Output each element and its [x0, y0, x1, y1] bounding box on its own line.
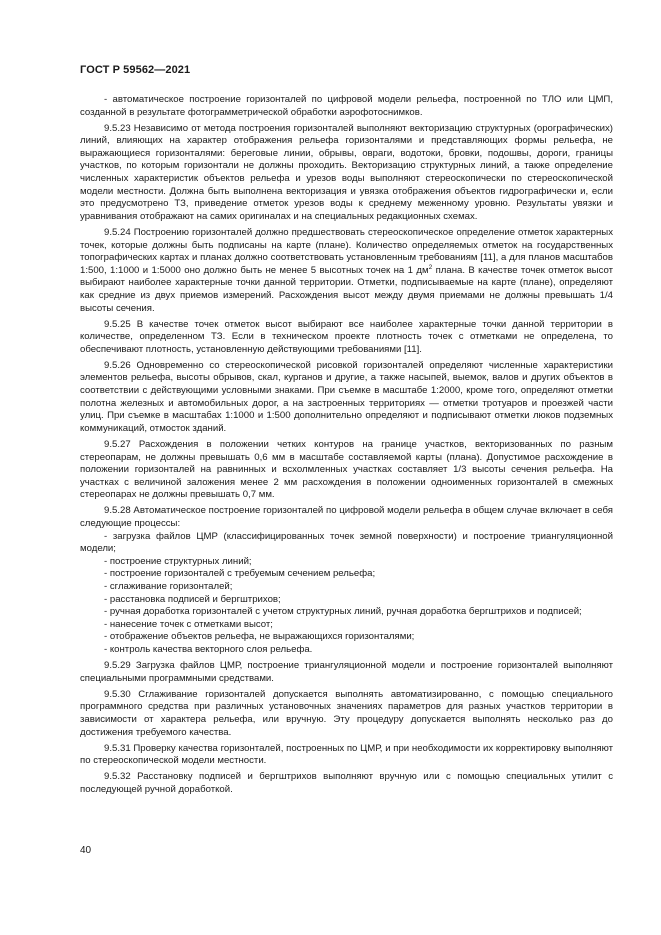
paragraph — [80, 531, 613, 556]
paragraph-text: 9.5.31 Проверку качества горизонталей, построенных по ЦМР, и при необходимости их корректировку выполняют по стереоскопической модели местности. — [80, 742, 613, 767]
page-number: 40 — [80, 845, 92, 856]
paragraph — [80, 319, 613, 357]
paragraph — [80, 689, 613, 739]
paragraph — [80, 505, 613, 530]
paragraph — [80, 619, 613, 632]
paragraph — [80, 123, 613, 224]
paragraph-text: - автоматическое построение горизонталей по цифровой модели рельефа, построенной по ТЛО или ЦМП, созданной в результате фотограмметрической обработки аэрофотоснимков. — [80, 94, 613, 118]
paragraph-text: - построение структурных линий; — [104, 555, 252, 567]
document-body — [80, 94, 613, 796]
paragraph — [80, 594, 613, 607]
paragraph — [80, 660, 613, 685]
paragraph — [80, 439, 613, 502]
paragraph — [80, 771, 613, 796]
paragraph-text: - сглаживание горизонталей; — [104, 580, 233, 592]
paragraph-text: - контроль качества векторного слоя рельефа. — [104, 643, 313, 655]
paragraph — [80, 644, 613, 657]
paragraph — [80, 568, 613, 581]
paragraph — [80, 743, 613, 768]
superscript: 2 — [428, 263, 433, 271]
paragraph-text: - ручная доработка горизонталей с учетом структурных линий, ручная доработка бергштрихов и подписей; — [104, 606, 582, 618]
paragraph — [80, 227, 613, 315]
paragraph-text: 9.5.25 В качестве точек отметок высот выбирают все наиболее характерные точки данной территории в количестве, определенном ТЗ. Если в техническом проекте плотность точек с отметками не определена, то обеспечивают плотность, установленную действующими требованиями [11]. — [80, 318, 613, 355]
paragraph-text: 9.5.32 Расстановку подписей и бергштрихов выполняют вручную или с помощью специальных утилит с последующей ручной доработкой. — [80, 771, 613, 795]
paragraph — [80, 606, 613, 619]
paragraph-text: - построение горизонталей с требуемым сечением рельефа; — [104, 568, 376, 580]
paragraph-text: - расстановка подписей и бергштрихов; — [104, 593, 281, 605]
paragraph-text: - нанесение точек с отметками высот; — [104, 618, 273, 630]
document-header-title: ГОСТ Р 59562—2021 — [80, 64, 191, 76]
paragraph — [80, 631, 613, 644]
paragraph-text: 9.5.26 Одновременно со стереоскопической рисовкой горизонталей определяют численные характеристики элементов рельефа, высоты обрывов, скал, курганов и другие, а также насыпей, выемок, валов и других объектов в соответствии с действующими условными знаками. При съемке в масштабе 1:2000, кроме того, определяют отметки полотна железных и автомобильных дорог, а на застроенных территориях — отметки тротуаров и проезжей части улиц. При съемке в масштабах 1:1000 и 1:500 дополнительно определяют и подписывают отметки люков подземных коммуникаций, отмосток зданий. — [80, 359, 613, 434]
paragraph-text: - отображение объектов рельефа, не выражающихся горизонталями; — [104, 631, 415, 643]
paragraph-text: - загрузка файлов ЦМР (классифицированных точек земной поверхности) и построение триангуляционной модели; — [80, 530, 613, 555]
paragraph-text: 9.5.28 Автоматическое построение горизонталей по цифровой модели рельефа в общем случае включает в себя следующие процессы: — [80, 505, 613, 529]
paragraph-text: 9.5.24 Построению горизонталей должно предшествовать стереоскопическое определение отметок характерных точек, которые должны быть подписаны на карте (плане). Количество определяемых отметок на государственных топографических картах и планах должно соответствовать установленным требованиям [11], а для планов масштабов 1:500, 1:1000 и 1:5000 оно должно быть не менее 5 высотных точек на 1 дм — [80, 226, 613, 276]
paragraph-text-continued: плана. В качестве точек отметок высот выбирают наиболее характерные точки данной территории. Отметки, подписываемые на карте (плане), определяют как средние из двух приемов измерений. Расхождения высот между двумя приемами не должны превышать 1/4 высоты сечения. — [80, 264, 613, 314]
paragraph — [80, 360, 613, 436]
paragraph — [80, 94, 613, 119]
paragraph-text: 9.5.27 Расхождения в положении четких контуров на границе участков, векторизованных по разным стереопарам, не должны превышать 0,6 мм в масштабе составляемой карты (плана). Допустимое расхождение в положении горизонталей на равнинных и всхолмленных участках составляет 1/3 высоты сечения рельефа. На участках с величиной заложения менее 2 мм расхождения в положении одноименных горизонталей в смежных стереопарах не должны превышать 0,7 мм. — [80, 438, 613, 501]
paragraph — [80, 556, 613, 569]
paragraph-text: 9.5.23 Независимо от метода построения горизонталей выполняют векторизацию структурных (орографических) линий, влияющих на характер отображения рельефа горизонталями и представляющих формы рельефа, не выражающиеся горизонталями: береговые линии, обрывы, овраги, водотоки, бровки, подошвы, дороги, границы участков, по которым горизонтали не должны проходить. Векторизацию структурных линий, а также определение численных характеристик объектов рельефа и урезов воды выполняют стереоскопически по стереоскопической модели местности. Должна быть выполнена векторизация и увязка отображения объектов гидрографически и, если это предусмотрено ТЗ, приведение отметок урезов воды к среднему меженному уровню. Результаты увязки и уравнивания отображают на самих оригиналах и на специальных редакционных схемах. — [80, 122, 613, 222]
paragraph — [80, 581, 613, 594]
paragraph-text: 9.5.29 Загрузка файлов ЦМР, построение триангуляционной модели и построение горизонталей выполняют специальными программными средствами. — [80, 660, 613, 684]
paragraph-text: 9.5.30 Сглаживание горизонталей допускается выполнять автоматизированно, с помощью специального программного средства при различных установочных значениях параметров для разных участков территории в зависимости от характера рельефа, или вручную. Эту процедуру допускается выполнять несколько раз до достижения требуемого качества. — [80, 688, 613, 738]
